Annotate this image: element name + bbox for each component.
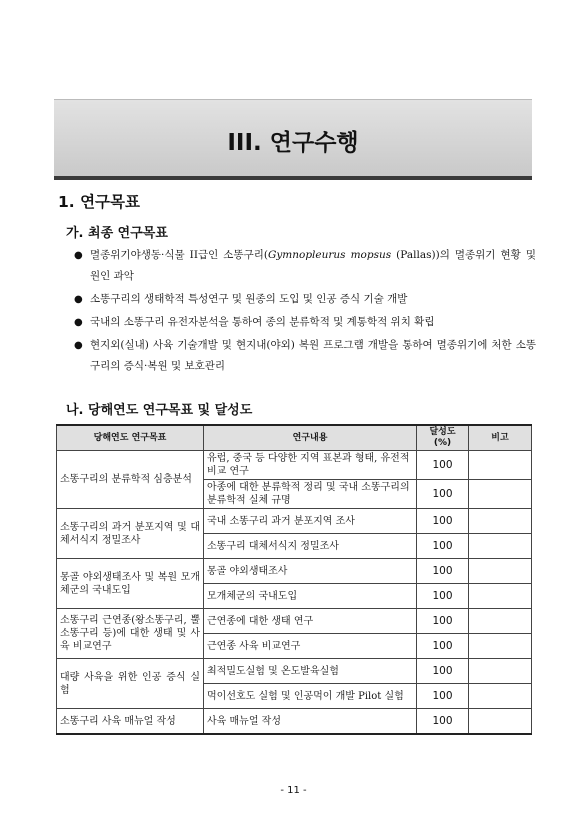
rate-cell: 100	[417, 659, 469, 684]
content-cell: 국내 소똥구리 과거 분포지역 조사	[204, 509, 417, 534]
note-cell	[469, 684, 532, 709]
content-cell: 유럽, 중국 등 다양한 지역 표본과 형태, 유전적 비교 연구	[204, 451, 417, 480]
bullet-icon: ●	[74, 250, 83, 261]
rate-cell: 100	[417, 451, 469, 480]
table-row	[57, 559, 532, 584]
header-content: 연구내용	[204, 425, 417, 451]
table-header-row	[57, 425, 532, 451]
table-row	[57, 509, 532, 534]
table-row	[57, 451, 532, 480]
goal-cell: 대량 사육을 위한 인공 증식 실험	[57, 659, 204, 709]
list-item: ● 현지외(실내) 사육 기술개발 및 현지내(야외) 복원 프로그램 개발을 통하여 멸종위기에 처한 소똥구리의 증식·복원 및 보호관리	[74, 335, 536, 377]
rate-cell: 100	[417, 584, 469, 609]
note-cell	[469, 451, 532, 480]
note-cell	[469, 609, 532, 634]
table-row	[57, 659, 532, 684]
chapter-banner	[54, 99, 532, 180]
bullet-icon: ●	[74, 317, 83, 328]
final-goals-list	[74, 245, 536, 379]
note-cell	[469, 709, 532, 735]
content-cell: 최적밀도실험 및 온도발육실험	[204, 659, 417, 684]
list-item: ● 소똥구리의 생태학적 특성연구 및 원종의 도입 및 인공 증식 기술 개발	[74, 289, 536, 310]
chapter-title: III. 연구수행	[227, 130, 359, 156]
rate-cell: 100	[417, 480, 469, 509]
rate-cell: 100	[417, 559, 469, 584]
list-item: ● 멸종위기야생동·식물 II급인 소똥구리(Gymnopleurus mopsus (Pallas))의 멸종위기 현황 및 원인 과악	[74, 245, 536, 287]
goal-cell: 소똥구리의 분류학적 심층분석	[57, 451, 204, 509]
note-cell	[469, 509, 532, 534]
note-cell	[469, 480, 532, 509]
goal-cell: 몽골 야외생태조사 및 복원 모개체군의 국내도입	[57, 559, 204, 609]
note-cell	[469, 634, 532, 659]
header-rate: 달성도 (%)	[417, 425, 469, 451]
bullet-icon: ●	[74, 340, 83, 351]
content-cell: 몽골 야외생태조사	[204, 559, 417, 584]
section-title: 1. 연구목표	[58, 193, 140, 211]
rate-cell: 100	[417, 509, 469, 534]
content-cell: 소똥구리 대체서식지 정밀조사	[204, 534, 417, 559]
header-goal: 당해연도 연구목표	[57, 425, 204, 451]
rate-cell: 100	[417, 609, 469, 634]
note-cell	[469, 584, 532, 609]
rate-cell: 100	[417, 709, 469, 735]
list-item: ● 국내의 소똥구리 유전자분석을 통하여 종의 분류학적 및 계통학적 위치 확립	[74, 312, 536, 333]
rate-cell: 100	[417, 634, 469, 659]
table-row	[57, 709, 532, 735]
final-goals-title: 가. 최종 연구목표	[66, 226, 168, 241]
content-cell: 근연종에 대한 생태 연구	[204, 609, 417, 634]
goal-cell: 소똥구리 사육 매뉴얼 작성	[57, 709, 204, 735]
note-cell	[469, 659, 532, 684]
note-cell	[469, 559, 532, 584]
banner-underline	[54, 176, 532, 180]
content-cell: 모개체군의 국내도입	[204, 584, 417, 609]
table-row	[57, 609, 532, 634]
content-cell: 아종에 대한 분류학적 정리 및 국내 소똥구리의 분류학적 실체 규명	[204, 480, 417, 509]
content-cell: 근연종 사육 비교연구	[204, 634, 417, 659]
yearly-goals-table	[56, 424, 532, 735]
goal-cell: 소똥구리의 과거 분포지역 및 대체서식지 정밀조사	[57, 509, 204, 559]
note-cell	[469, 534, 532, 559]
yearly-goals-title: 나. 당해연도 연구목표 및 달성도	[66, 403, 253, 418]
content-cell: 사육 매뉴얼 작성	[204, 709, 417, 735]
header-note: 비고	[469, 425, 532, 451]
page-number: - 11 -	[280, 785, 307, 796]
goal-cell: 소똥구리 근연종(왕소똥구리, 뿔소똥구리 등)에 대한 생태 및 사육 비교연구	[57, 609, 204, 659]
rate-cell: 100	[417, 684, 469, 709]
content-cell: 먹이선호도 실험 및 인공먹이 개발 Pilot 실험	[204, 684, 417, 709]
rate-cell: 100	[417, 534, 469, 559]
bullet-icon: ●	[74, 294, 83, 305]
